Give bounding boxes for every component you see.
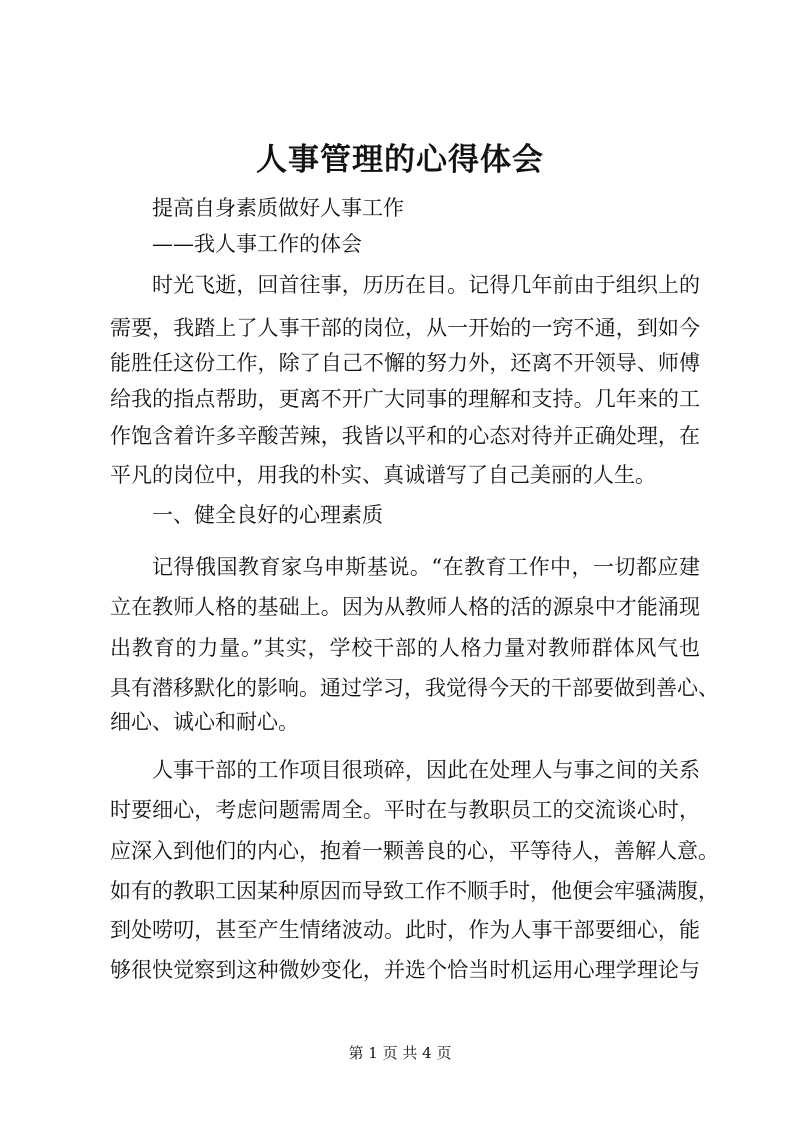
paragraph-line: 时要细心，考虑问题需周全。平时在与教职员工的交流谈心时， <box>110 798 700 822</box>
subtitle: 提高自身素质做好人事工作 <box>152 196 404 220</box>
paragraph-line: 平凡的岗位中，用我的朴实、真诚谱写了自己美丽的人生。 <box>110 463 656 487</box>
page-number-footer: 第 1 页 共 4 页 <box>348 1044 452 1062</box>
paragraph-line: 具有潜移默化的影响。通过学习，我觉得今天的干部要做到善心、 <box>110 676 719 700</box>
paragraph-line: 应深入到他们的内心，抱着一颗善良的心，平等待人，善解人意。 <box>110 839 719 863</box>
paragraph-line: 够很快觉察到这种微妙变化，并选个恰当时机运用心理学理论与 <box>110 958 700 982</box>
paragraph-line: 作饱含着许多辛酸苦辣，我皆以平和的心态对待并正确处理，在 <box>110 424 700 448</box>
paragraph-line: 出教育的力量。”其实，学校干部的人格力量对教师群体风气也 <box>110 636 700 660</box>
document-title: 人事管理的心得体会 <box>256 142 544 178</box>
paragraph-line: 如有的教职工因某种原因而导致工作不顺手时，他便会牢骚满腹， <box>110 879 719 903</box>
paragraph-line: 需要，我踏上了人事干部的岗位，从一开始的一窍不通，到如今 <box>110 316 700 340</box>
byline: ——我人事工作的体会 <box>152 232 362 256</box>
paragraph-line: 人事干部的工作项目很琐碎，因此在处理人与事之间的关系 <box>152 758 700 782</box>
paragraph-line: 时光飞逝，回首往事，历历在目。记得几年前由于组织上的 <box>152 273 700 297</box>
paragraph-line: 立在教师人格的基础上。因为从教师人格的活的源泉中才能涌现 <box>110 595 700 619</box>
paragraph-line: 能胜任这份工作，除了自己不懈的努力外，还离不开领导、师傅 <box>110 351 700 375</box>
paragraph-line: 记得俄国教育家乌申斯基说。“在教育工作中，一切都应建 <box>152 555 700 579</box>
section-heading: 一、健全良好的心理素质 <box>152 503 383 527</box>
paragraph-line: 给我的指点帮助，更离不开广大同事的理解和支持。几年来的工 <box>110 387 700 411</box>
paragraph-line: 细心、诚心和耐心。 <box>110 710 299 734</box>
paragraph-line: 到处唠叨，甚至产生情绪波动。此时，作为人事干部要细心，能 <box>110 918 700 942</box>
